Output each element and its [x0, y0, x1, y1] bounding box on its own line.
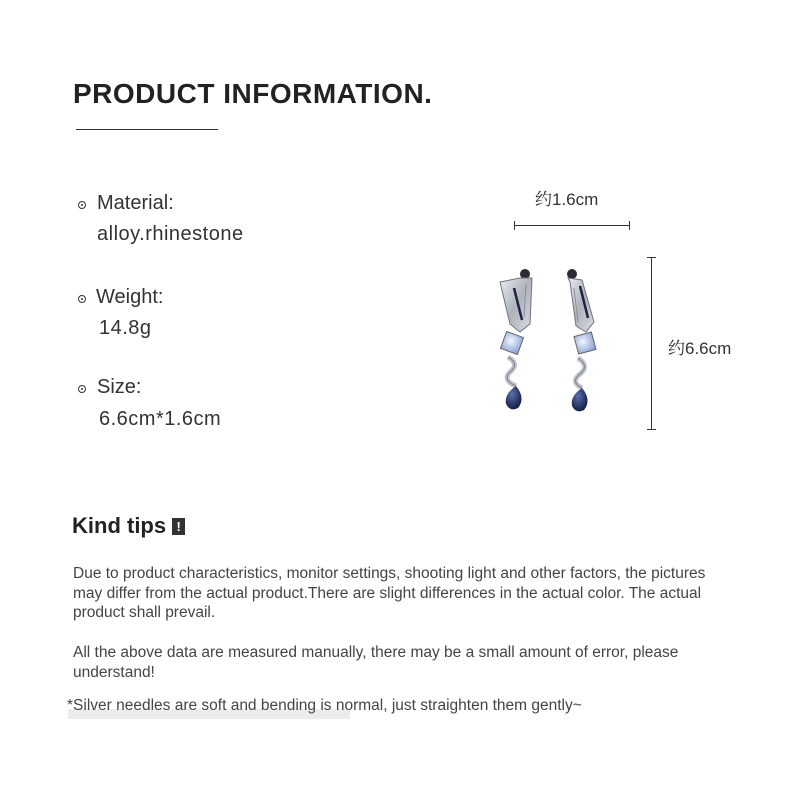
size-value: 6.6cm*1.6cm [99, 408, 222, 430]
tips-note: *Silver needles are soft and bending is normal, just straighten them gently~ [67, 697, 582, 714]
kind-tips-heading [72, 513, 185, 539]
left-earring [500, 269, 532, 409]
right-earring [567, 269, 596, 411]
exclamation-icon: ! [172, 518, 185, 535]
weight-value: 14.8g [99, 317, 152, 339]
width-dimension-tick [629, 221, 630, 230]
height-dimension-tick [647, 429, 656, 430]
height-dimension-label: 约6.6cm [668, 339, 732, 358]
width-dimension-line [514, 225, 630, 226]
material-label: Material: [97, 192, 174, 214]
weight-label: Weight: [96, 286, 164, 308]
earrings-image [490, 262, 610, 418]
bullet-icon [78, 201, 86, 209]
kind-tips-title: Kind tips [72, 513, 167, 538]
height-dimension-line [651, 257, 652, 429]
height-dimension-tick [647, 257, 656, 258]
tips-paragraph-1: Due to product characteristics, monitor settings, shooting light and other factors, the pictures may differ from the actual product.There are slight differences in the actual color. The actual product shall prevail. [73, 565, 706, 621]
bullet-icon [78, 295, 86, 303]
size-label: Size: [97, 376, 142, 398]
title-underline [76, 129, 218, 130]
page-title: PRODUCT INFORMATION. [73, 78, 433, 109]
width-dimension-tick [514, 221, 515, 230]
bullet-icon [78, 385, 86, 393]
width-dimension-label: 约1.6cm [535, 190, 599, 209]
material-value: alloy.rhinestone [97, 223, 244, 245]
tips-paragraph-2: All the above data are measured manually, there may be a small amount of error, please understand! [73, 644, 679, 681]
